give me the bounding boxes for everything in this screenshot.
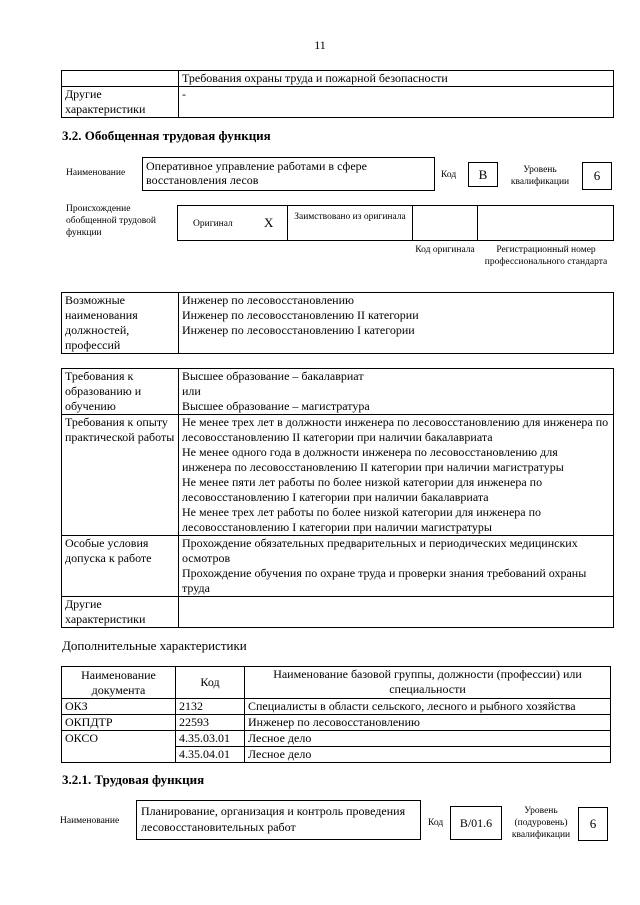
row-code: 4.35.03.01 bbox=[176, 731, 245, 747]
section-heading-3-2-1: 3.2.1. Трудовая функция bbox=[62, 772, 205, 787]
level-value: 6 bbox=[582, 162, 612, 190]
row-name: Лесное дело bbox=[245, 731, 611, 747]
row-code: 22593 bbox=[176, 715, 245, 731]
tf-level-value: 6 bbox=[578, 807, 608, 841]
experience-line: Не менее одного года в должности инженера по лесовосстановлению для инженера по лесовосстановлению II категории при наличии магистратуры bbox=[182, 445, 564, 474]
table-row bbox=[62, 699, 611, 715]
borrowed-label: Заимствовано из оригинала bbox=[294, 212, 406, 222]
other-value bbox=[179, 597, 614, 628]
row-doc: ОКСО bbox=[62, 731, 176, 763]
top-table bbox=[61, 70, 614, 118]
code-label: Код bbox=[441, 170, 457, 180]
row-doc: ОКПДТР bbox=[62, 715, 176, 731]
other-characteristics-label: Другие характеристики bbox=[62, 87, 179, 118]
education-values bbox=[179, 369, 614, 415]
positions-values bbox=[179, 293, 614, 354]
reg-number-caption: Регистрационный номер профессионального стандарта bbox=[484, 245, 608, 267]
table-row bbox=[62, 715, 611, 731]
position-item: Инженер по лесовосстановлению I категории bbox=[182, 323, 415, 337]
tf-name-value: Планирование, организация и контроль проведения лесовосстановительных работ bbox=[136, 800, 421, 840]
tf-code-value: B/01.6 bbox=[450, 806, 502, 840]
education-line: Высшее образование – бакалавриат bbox=[182, 369, 364, 383]
section-heading-3-2: 3.2. Обобщенная трудовая функция bbox=[62, 128, 271, 143]
name-value: Оперативное управление работами в сфере восстановления лесов bbox=[142, 157, 435, 191]
special-conditions-label: Особые условия допуска к работе bbox=[62, 536, 179, 597]
tf-name-label: Наименование bbox=[60, 816, 120, 826]
code-value: B bbox=[468, 162, 498, 187]
tf-code-label: Код bbox=[428, 818, 444, 828]
row-name: Инженер по лесовосстановлению bbox=[245, 715, 611, 731]
row-name: Лесное дело bbox=[245, 747, 611, 763]
tf-level-label: Уровень (подуровень) квалификации bbox=[511, 806, 571, 840]
origin-label: Происхождение обобщенной трудовой функции bbox=[66, 204, 156, 238]
col-doc-header: Наименование документа bbox=[62, 667, 176, 699]
education-line: или bbox=[182, 384, 201, 398]
other-characteristics-value: - bbox=[179, 87, 614, 118]
code-original-caption: Код оригинала bbox=[415, 245, 475, 255]
row-name: Специалисты в области сельского, лесного и рыбного хозяйства bbox=[245, 699, 611, 715]
experience-label: Требования к опыту практической работы bbox=[62, 415, 179, 536]
special-line: Прохождение обязательных предварительных и периодических медицинских осмотров bbox=[182, 536, 578, 565]
requirements-table bbox=[61, 368, 614, 628]
row-doc: ОКЗ bbox=[62, 699, 176, 715]
education-line: Высшее образование – магистратура bbox=[182, 399, 370, 413]
col-code-header: Код bbox=[176, 667, 245, 699]
experience-line: Не менее пяти лет работы по более низкой категории для инженера по лесовосстановлению I категории при наличии бакалавриата bbox=[182, 475, 543, 504]
education-label: Требования к образованию и обучению bbox=[62, 369, 179, 415]
additional-heading: Дополнительные характеристики bbox=[62, 638, 247, 653]
positions-table bbox=[61, 292, 614, 354]
position-item: Инженер по лесовосстановлению bbox=[182, 293, 354, 307]
other-label: Другие характеристики bbox=[62, 597, 179, 628]
row-code: 4.35.04.01 bbox=[176, 747, 245, 763]
special-conditions-values bbox=[179, 536, 614, 597]
additional-table bbox=[61, 666, 611, 763]
row-code: 2132 bbox=[176, 699, 245, 715]
original-label: Оригинал bbox=[193, 219, 233, 229]
positions-label: Возможные наименования должностей, профессий bbox=[62, 293, 179, 354]
experience-line: Не менее трех лет в должности инженера по лесовосстановлению для инженера по лесовосстановлению II категории при наличии бакалавриата bbox=[182, 415, 609, 444]
origin-box bbox=[177, 205, 614, 241]
name-label: Наименование bbox=[66, 168, 126, 178]
level-label: Уровень квалификации bbox=[510, 165, 570, 187]
experience-line: Не менее трех лет работы по более низкой категории для инженера по лесовосстановлению I категории при наличии магистратуры bbox=[182, 505, 542, 534]
col-name-header: Наименование базовой группы, должности (профессии) или специальности bbox=[245, 667, 611, 699]
table-row bbox=[62, 731, 611, 747]
experience-values bbox=[179, 415, 614, 536]
original-mark: X bbox=[264, 215, 274, 230]
safety-requirements-text: Требования охраны труда и пожарной безопасности bbox=[179, 71, 614, 87]
special-line: Прохождение обучения по охране труда и проверки знания требований охраны труда bbox=[182, 566, 587, 595]
page-number: 11 bbox=[314, 38, 326, 52]
position-item: Инженер по лесовосстановлению II категории bbox=[182, 308, 419, 322]
